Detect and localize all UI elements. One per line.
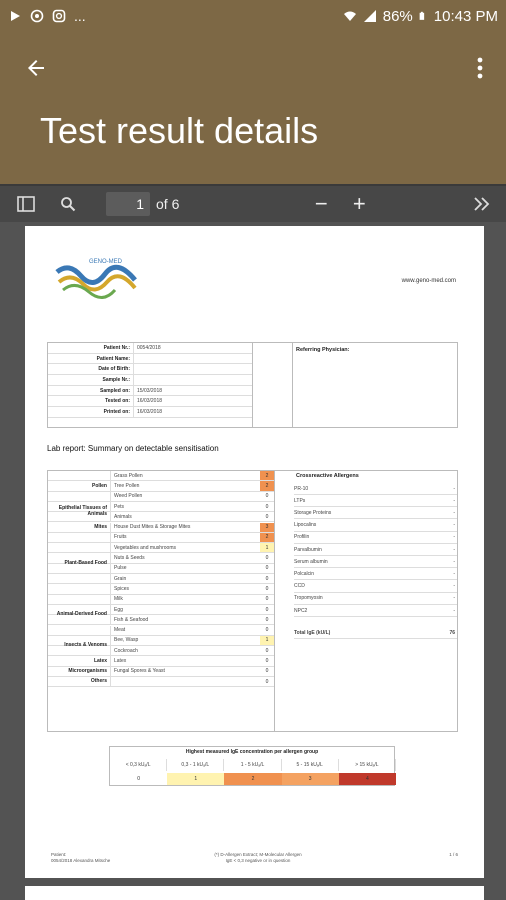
allergen-class-cell: 0 bbox=[265, 678, 269, 685]
crossreactive-name: Serum albumin bbox=[294, 558, 328, 565]
patient-info-label: Sample Nr.: bbox=[102, 376, 130, 383]
ige-legend bbox=[109, 746, 395, 786]
patient-info-label: Tested on: bbox=[105, 398, 130, 405]
legend-class: 4 bbox=[339, 773, 396, 785]
allergen-class-cell: 3 bbox=[260, 523, 274, 532]
patient-info-label: Sampled on: bbox=[99, 387, 130, 394]
referring-physician-label: Referring Physician: bbox=[296, 347, 350, 353]
legend-range: 1 - 5 kUₐ/L bbox=[224, 759, 281, 771]
allergen-subgroup: Fungal Spores & Yeast bbox=[110, 667, 260, 676]
total-ige-label: Total IgE (kU/L) bbox=[294, 629, 331, 636]
scrollbar[interactable] bbox=[499, 222, 503, 900]
crossreactive-row bbox=[294, 544, 457, 556]
clock: 10:43 PM bbox=[433, 7, 498, 25]
allergen-class-cell: 0 bbox=[265, 493, 269, 500]
patient-info-value: 16/03/2018 bbox=[133, 396, 252, 406]
allergen-subgroup: Grass Pollen bbox=[110, 471, 260, 480]
crossreactive-name: PR-10 bbox=[294, 485, 309, 492]
back-button[interactable] bbox=[18, 50, 54, 86]
allergen-class-cell: 0 bbox=[265, 616, 269, 623]
legend-title: Highest measured IgE concentration per allergen group bbox=[185, 749, 319, 755]
page-total: of 6 bbox=[156, 196, 180, 212]
patient-info-label: Printed on: bbox=[103, 408, 130, 415]
more-notifications-text: ... bbox=[74, 8, 86, 24]
geno-med-logo bbox=[55, 254, 139, 304]
crossreactive-name: Tropomyosin bbox=[294, 595, 323, 602]
allergen-subgroup: Nuts & Seeds bbox=[110, 553, 260, 562]
sidebar-toggle-button[interactable] bbox=[12, 190, 40, 218]
allergen-group-name: Microorganisms bbox=[68, 667, 107, 674]
crossreactive-row bbox=[294, 605, 457, 617]
allergen-subgroup: Vegetables and mushrooms bbox=[110, 543, 260, 552]
more-tools-button[interactable] bbox=[468, 190, 496, 218]
total-ige-value: 76 bbox=[449, 629, 455, 636]
legend-class: 2 bbox=[224, 773, 281, 785]
patient-info-row bbox=[48, 386, 252, 397]
crossreactive-value: - bbox=[453, 583, 455, 590]
patient-info-label: Patient Name: bbox=[96, 355, 130, 362]
crossreactive-value: - bbox=[453, 546, 455, 553]
allergen-subgroup: Cockroach bbox=[110, 646, 260, 655]
crossreactive-row bbox=[294, 532, 457, 544]
allergen-class-cell: 2 bbox=[260, 471, 274, 480]
allergen-class-cell: 0 bbox=[265, 668, 269, 675]
allergen-subgroup: Animals bbox=[110, 512, 260, 521]
crossreactive-name: NPC2 bbox=[294, 607, 308, 614]
crossreactive-row bbox=[294, 556, 457, 568]
zoom-in-button[interactable] bbox=[345, 190, 373, 218]
allergen-subgroup: Egg bbox=[110, 605, 260, 614]
play-icon bbox=[8, 9, 22, 23]
overflow-menu-button[interactable] bbox=[466, 50, 494, 86]
pdf-viewer[interactable] bbox=[0, 222, 506, 900]
legend-range: 5 - 15 kUₐ/L bbox=[282, 759, 339, 771]
crossreactive-name: LTPs bbox=[294, 497, 306, 504]
crossreactive-row bbox=[294, 593, 457, 605]
allergen-subgroup: Fruits bbox=[110, 533, 260, 542]
patient-info-label: Patient Nr.: bbox=[103, 344, 130, 351]
allergen-class-cell: 0 bbox=[265, 585, 269, 592]
allergen-class-cell: 2 bbox=[260, 533, 274, 542]
instagram-icon bbox=[52, 9, 66, 23]
allergen-subgroup: Pets bbox=[110, 502, 260, 511]
crossreactive-value: - bbox=[453, 595, 455, 602]
patient-info-value: 16/03/2018 bbox=[133, 407, 252, 417]
signal-icon bbox=[363, 9, 377, 23]
zoom-out-icon: − bbox=[314, 191, 328, 216]
zoom-out-button[interactable] bbox=[307, 190, 335, 218]
footer-notes: (*) D-Allergen Extract; M-Molecular Allergen IgE < 0,3 negative or in question bbox=[214, 852, 302, 863]
crossreactive-row bbox=[294, 495, 457, 507]
allergen-class-cell: 0 bbox=[265, 565, 269, 572]
allergen-subgroup: House Dust Mites & Storage Mites bbox=[110, 523, 260, 532]
allergen-group-name: Insects & Venoms bbox=[64, 642, 107, 649]
crossreactive-value: - bbox=[453, 558, 455, 565]
allergen-group-name: Animal-Derived Food bbox=[56, 611, 107, 618]
allergen-class-cell: 0 bbox=[265, 575, 269, 582]
allergen-class-cell: 0 bbox=[265, 647, 269, 654]
crossreactive-name: Storage Proteins bbox=[294, 509, 332, 516]
patient-info-value bbox=[133, 354, 252, 364]
allergen-group-name: Latex bbox=[93, 657, 107, 664]
pdf-toolbar bbox=[0, 186, 506, 222]
allergen-class-cell: 0 bbox=[265, 658, 269, 665]
allergen-subgroup: Fish & Seafood bbox=[110, 615, 260, 624]
crossreactive-row bbox=[294, 507, 457, 519]
pdf-page-1 bbox=[25, 226, 484, 878]
logo-text: GENO-MED bbox=[89, 259, 122, 265]
search-icon bbox=[60, 196, 76, 212]
page-title: Test result details bbox=[40, 110, 319, 151]
allergen-class-cell: 2 bbox=[260, 481, 274, 490]
website-url: www.geno-med.com bbox=[401, 278, 456, 284]
patient-info-row bbox=[48, 396, 252, 407]
crossreactive-value: - bbox=[453, 607, 455, 614]
page-number-input[interactable] bbox=[106, 192, 150, 216]
crossreactive-row bbox=[294, 520, 457, 532]
legend-class: 3 bbox=[282, 773, 339, 785]
status-bar bbox=[0, 0, 506, 32]
allergen-group-name: Epithelial Tissues of Animals bbox=[58, 505, 107, 518]
search-button[interactable] bbox=[54, 190, 82, 218]
allergen-subgroup: Grain bbox=[110, 574, 260, 583]
allergen-subgroup bbox=[110, 677, 260, 686]
crossreactive-value: - bbox=[453, 522, 455, 529]
allergen-subgroup: Tree Pollen bbox=[110, 481, 260, 490]
allergen-subgroup: Bee, Wasp bbox=[110, 636, 260, 645]
chevrons-right-icon bbox=[473, 197, 491, 211]
lab-report-title: Lab report: Summary on detectable sensitisation bbox=[47, 444, 219, 453]
allergen-class-cell: 0 bbox=[265, 513, 269, 520]
legend-range: 0,3 - 1 kUₐ/L bbox=[167, 759, 224, 771]
patient-info-label: Date of Birth: bbox=[98, 366, 130, 373]
patient-info-value bbox=[133, 364, 252, 374]
zoom-in-icon: + bbox=[352, 191, 366, 216]
allergen-class-cell: 0 bbox=[265, 555, 269, 562]
footer-page-number: 1 / 6 bbox=[449, 852, 458, 857]
allergen-group-name: Others bbox=[90, 678, 107, 685]
arrow-left-icon bbox=[24, 56, 48, 80]
patient-info-row bbox=[48, 343, 252, 354]
crossreactive-name: CCD bbox=[294, 583, 305, 590]
crossreactive-name: Lipocalins bbox=[294, 522, 317, 529]
patient-info-row bbox=[48, 407, 252, 418]
allergen-subgroup: Weed Pollen bbox=[110, 492, 260, 501]
legend-range: > 15 kUₐ/L bbox=[339, 759, 396, 771]
battery-percent: 86% bbox=[382, 7, 413, 25]
allergen-subgroup: Pulse bbox=[110, 564, 260, 573]
legend-range: < 0,3 kUₐ/L bbox=[110, 759, 167, 771]
allergen-group-name: Mites bbox=[94, 523, 107, 530]
crossreactive-header: Crossreactive Allergens bbox=[296, 473, 359, 479]
allergen-class-cell: 0 bbox=[265, 627, 269, 634]
patient-info-table bbox=[47, 342, 458, 428]
footer-patient: Patient: 0054/2018 Alexandra Mitsche bbox=[51, 852, 111, 863]
allergen-class-cell: 0 bbox=[265, 503, 269, 510]
crossreactive-value: - bbox=[453, 534, 455, 541]
allergen-group-name: Pollen bbox=[91, 482, 107, 489]
crossreactive-value: - bbox=[453, 570, 455, 577]
legend-class: 0 bbox=[110, 773, 167, 785]
sidebar-toggle-icon bbox=[17, 196, 35, 212]
crossreactive-value: - bbox=[453, 485, 455, 492]
crossreactive-value: - bbox=[453, 497, 455, 504]
crossreactive-name: Polcalcin bbox=[294, 570, 315, 577]
crossreactive-value: - bbox=[453, 509, 455, 516]
allergen-subgroup: Meat bbox=[110, 626, 260, 635]
total-ige-row bbox=[294, 627, 457, 639]
battery-icon bbox=[419, 9, 428, 23]
allergen-class-cell: 0 bbox=[265, 596, 269, 603]
allergen-class-cell: 1 bbox=[260, 636, 274, 645]
patient-info-value: 15/03/2018 bbox=[133, 386, 252, 396]
allergen-class-cell: 1 bbox=[260, 543, 274, 552]
patient-info-row bbox=[48, 364, 252, 375]
patient-info-row bbox=[48, 354, 252, 365]
legend-class: 1 bbox=[167, 773, 224, 785]
app-bar bbox=[0, 32, 506, 184]
patient-info-value: 0054/2018 bbox=[133, 343, 252, 353]
crossreactive-name: Parvalbumin bbox=[294, 546, 322, 553]
allergen-subgroup: Latex bbox=[110, 656, 260, 665]
crossreactive-row bbox=[294, 581, 457, 593]
patient-info-row bbox=[48, 375, 252, 386]
allergen-subgroup: Milk bbox=[110, 595, 260, 604]
allergen-group-name: Plant-Based Food bbox=[64, 559, 107, 566]
patient-info-value bbox=[133, 375, 252, 385]
crossreactive-row bbox=[294, 483, 457, 495]
at-icon bbox=[30, 9, 44, 23]
wifi-icon bbox=[343, 9, 357, 23]
pdf-page-2 bbox=[25, 886, 484, 900]
allergen-subgroup: Spices bbox=[110, 584, 260, 593]
sensitisation-summary-table bbox=[47, 470, 458, 732]
crossreactive-name: Profilin bbox=[294, 534, 310, 541]
crossreactive-row bbox=[294, 568, 457, 580]
allergen-class-cell: 0 bbox=[265, 606, 269, 613]
more-vertical-icon bbox=[477, 57, 483, 79]
